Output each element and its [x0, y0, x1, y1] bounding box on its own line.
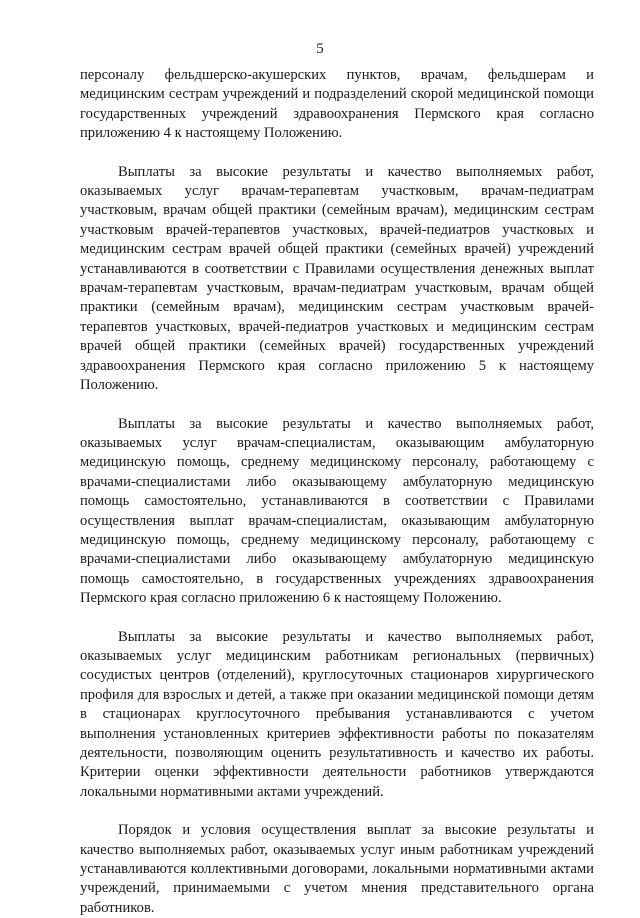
- paragraph-continuation: персоналу фельдшерско-акушерских пунктов, врачам, фельдшерам и медицинским сестрам учреждений и подразделений скорой медицинской помощи государственных учреждений здравоохранения Пермского края согласно приложению 4 к настоящему Положению.: [80, 67, 594, 142]
- paragraph-specialist-payments: Выплаты за высокие результаты и качество выполняемых работ, оказываемых услуг врачам-специалистам, оказывающим амбулаторную медицинскую помощь, среднему медицинскому персоналу, работающему с врачами-специалистами либо оказывающему амбулаторную медицинскую помощь самостоятельно, устанавливаются в соответствии с Правилами осуществления выплат врачам-специалистам, оказывающим амбулаторную медицинскую помощь, среднему медицинскому персоналу, работающему с врачами-специалистами либо оказывающему амбулаторную медицинскую помощь самостоятельно, в государственных учреждениях здравоохранения Пермского края согласно приложению 6 к настоящему Положению.: [80, 415, 594, 607]
- paragraph-other-workers-payments: Порядок и условия осуществления выплат за высокие результаты и качество выполняемых работ, оказываемых услуг иным работникам учреждений устанавливаются коллективными договорами, локальными нормативными актами учреждений, принимаемыми с учетом мнения представительного органа работников.: [80, 822, 594, 916]
- paragraph-vascular-centers-payments: Выплаты за высокие результаты и качество выполняемых работ, оказываемых услуг медицинским работникам региональных (первичных) сосудистых центров (отделений), круглосуточных стационаров хирургического профиля для взрослых и детей, а также при оказании медицинской помощи детям в стационарах круглосуточного пребывания устанавливаются с учетом выполнения установленных критериев эффективности работы по показателям деятельности, позволяющим оценить результативность и качество их работы. Критерии оценки эффективности деятельности работников утверждаются локальными нормативными актами учреждений.: [80, 628, 594, 800]
- document-body: [80, 66, 594, 918]
- page-number: 5: [316, 41, 324, 57]
- paragraph-district-physicians-payments: Выплаты за высокие результаты и качество выполняемых работ, оказываемых услуг врачам-терапевтам участковым, врачам-педиатрам участковым, врачам общей практики (семейным врачам), медицинским сестрам участковым врачей-терапевтов участковых, врачей-педиатров участковых и медицинским сестрам врачей общей практики (семейных врачей) учреждений устанавливаются в соответствии с Правилами осуществления денежных выплат врачам-терапевтам участковым, врачам-педиатрам участковым, врачам общей практики (семейным врачам), медицинским сестрам участковым врачей-терапевтов участковых, врачей-педиатров участковых и медицинским сестрам врачей общей практики (семейных врачей) государственных учреждений здравоохранения Пермского края согласно приложению 5 к настоящему Положению.: [80, 163, 594, 394]
